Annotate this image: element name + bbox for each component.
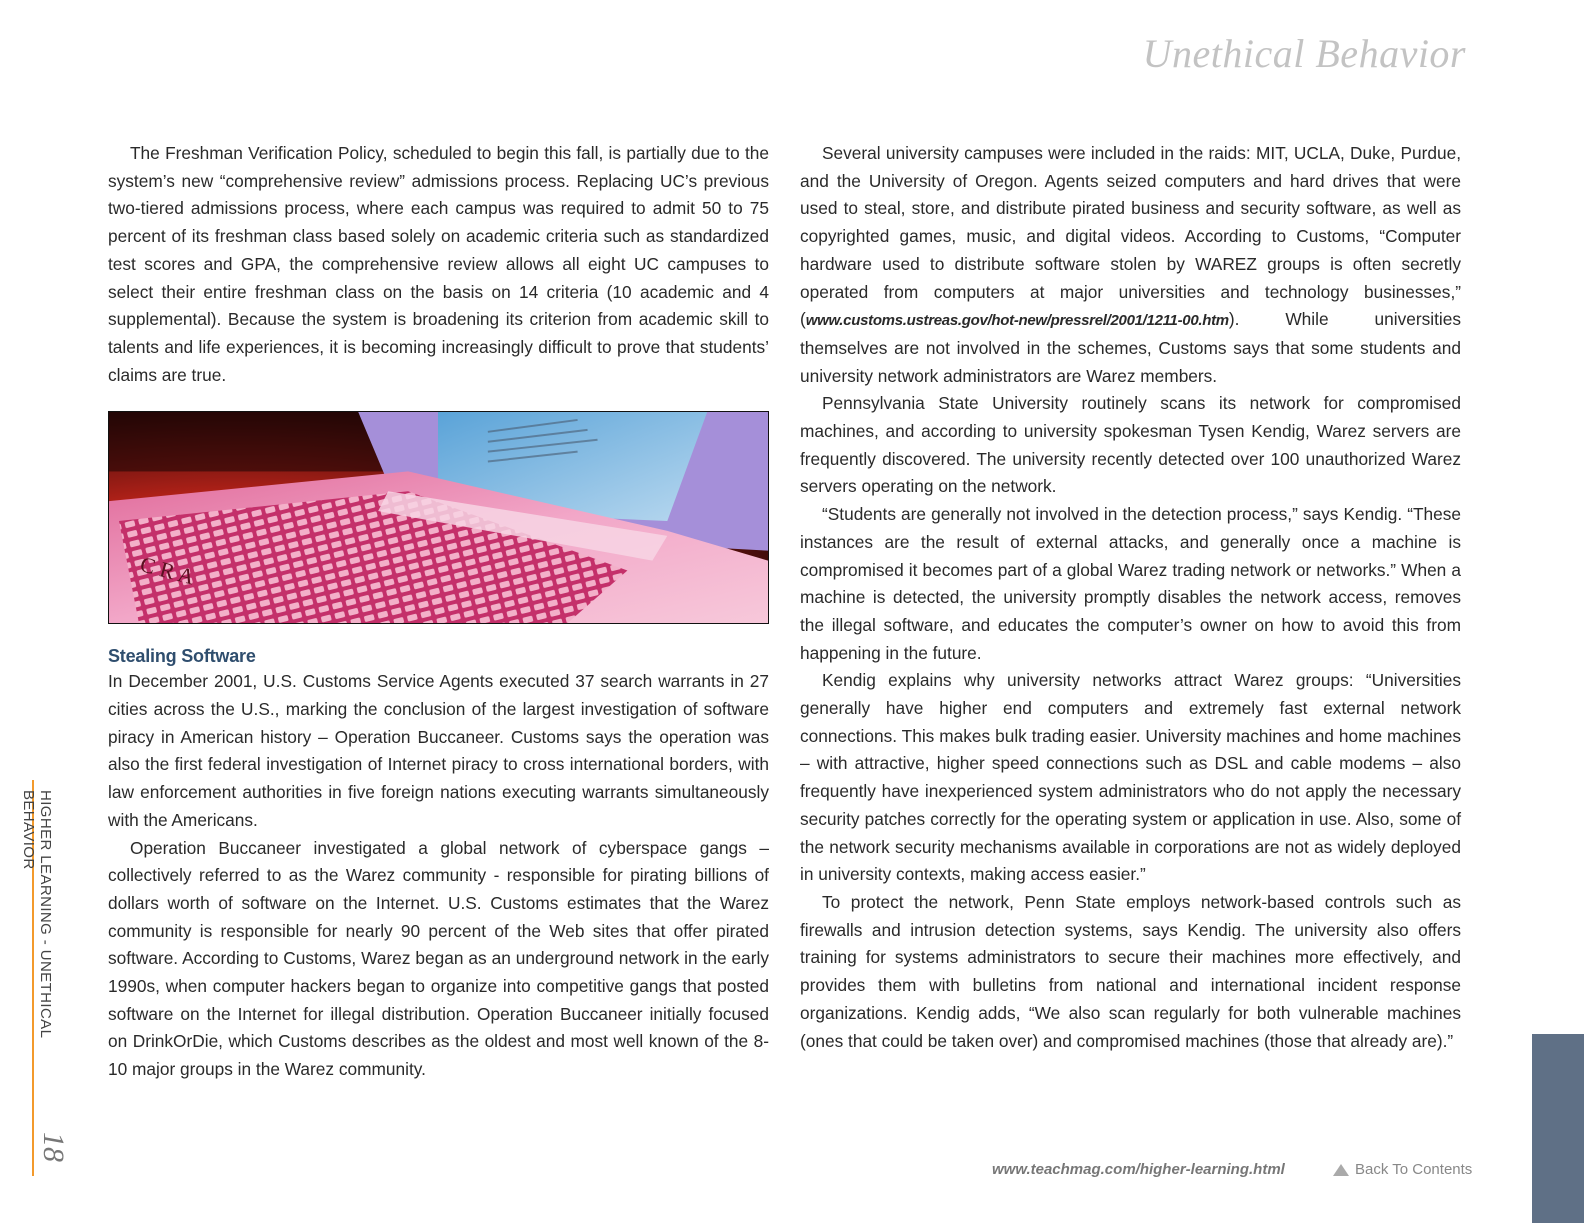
body-paragraph: Pennsylvania State University routinely scans its network for compromised machines, and according to university spokesman Tysen Kendig, Warez servers are frequently discovered. The university recently detected over 100 unauthorized Warez servers operating on the network. [800, 393, 1461, 497]
body-paragraph: Operation Buccaneer investigated a global network of cyberspace gangs – collectively referred to as the Warez community - responsible for pirating billions of dollars worth of software on the Internet. U.S. Customs estimates that the Warez community is responsible for nearly 90 percent of the Web sites that offer pirated software. According to Customs, Warez began as an underground network in the early 1990s, when computer hackers began to organize into competitive gangs that posted software on the Internet for illegal distribution. Operation Buccaneer initially focused on DrinkOrDie, which Customs describes as the oldest and most well known of the 8-10 major groups in the Warez community. [108, 837, 769, 1080]
section-title: Unethical Behavior [1142, 31, 1466, 76]
body-paragraph [800, 140, 1461, 390]
page-number: 18 [37, 1132, 70, 1162]
svg-text:C R A: C R A [137, 552, 197, 590]
section-subheading: Stealing Software [108, 646, 256, 667]
paragraph-text: Several university campuses were included in the raids: MIT, UCLA, Duke, Purdue, and the University of Oregon. Agents seized computers and hard drives that were used to steal, store, and distribute pirated business and security software, as well as copyrighted games, music, and digital videos. According to Customs, “Computer hardware used to distribute software stolen by WAREZ groups is often secretly operated from computers at major universities and technology businesses,” ( [800, 143, 1461, 330]
up-triangle-icon [1333, 1164, 1349, 1176]
back-to-contents-label: Back To Contents [1355, 1161, 1473, 1178]
body-paragraph: In December 2001, U.S. Customs Service Agents executed 37 search warrants in 27 cities across the U.S., marking the conclusion of the largest investigation of software piracy in American history – Operation Buccaneer. Customs says the operation was also the first federal investigation of Internet piracy to cross international borders, with law enforcement authorities in five foreign nations executing warrants simultaneously with the Americans. [108, 671, 769, 830]
footer-url-link[interactable]: www.teachmag.com/higher-learning.html [992, 1161, 1285, 1178]
back-to-contents-button[interactable] [1333, 1161, 1472, 1178]
page-tab-marker [1532, 1034, 1584, 1223]
laptop-photo [108, 411, 769, 624]
right-column [800, 140, 1461, 1055]
body-paragraph: To protect the network, Penn State employs network-based controls such as firewalls and intrusion detection systems, says Kendig. The university also offers training for systems administrators to secure their machines more effectively, and provides them with bulletins from national and international incident response organizations. Kendig adds, “We also scan regularly for both vulnerable machines (ones that could be taken over) and compromised machines (those that already are).” [800, 891, 1461, 1051]
body-paragraph: Kendig explains why university networks attract Warez groups: “Universities generally have higher end computers and extremely fast external network connections. This makes bulk trading easier. University machines and home machines – with attractive, higher speed connections such as DSL and cable modems – also frequently have inexperienced system administrators who do not apply the necessary security patches correctly for the operating system or application in use. Also, some of the network security mechanisms available in corporations are not as widely deployed in university contexts, making access easier.” [800, 670, 1461, 885]
sidebar-section-label: HIGHER LEARNING - UNETHICAL BEHAVIOR [20, 790, 54, 1038]
left-column [108, 140, 769, 1084]
intro-paragraph: The Freshman Verification Policy, scheduled to begin this fall, is partially due to the system’s new “comprehensive review” admissions process. Replacing UC’s previous two-tiered admissions process, where each campus was required to admit 50 to 75 percent of its freshman class based solely on academic criteria such as standardized test scores and GPA, the comprehensive review allows all eight UC campuses to select their entire freshman class on the basis on 14 criteria (10 academic and 4 supplemental). Because the system is broadening its criterion from academic skill to talents and life experiences, it is becoming increasingly difficult to prove that students’ claims are true. [108, 143, 769, 385]
customs-press-link[interactable]: www.customs.ustreas.gov/hot-new/pressrel/2001/1211-00.htm [805, 312, 1229, 330]
paragraph-text: ). While universities themselves are not involved in the schemes, Customs says that some students and university network administrators are Warez members. [800, 309, 1461, 386]
body-paragraph: “Students are generally not involved in the detection process,” says Kendig. “These instances are the result of external attacks, and generally once a machine is compromised it becomes part of a global Warez trading network or networks.” When a machine is detected, the university promptly disables the network access, removes the illegal software, and educates the computer’s owner on how to avoid this from happening in the future. [800, 504, 1461, 663]
